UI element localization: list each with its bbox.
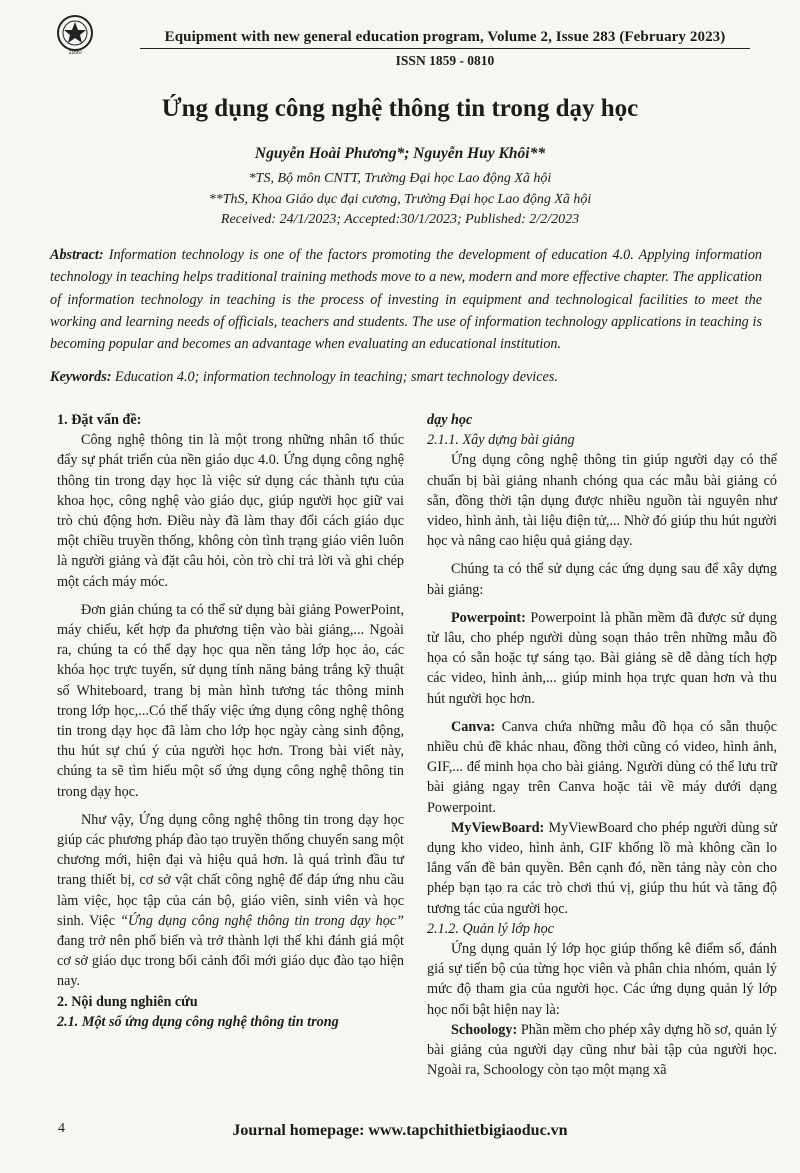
paragraph-text: đang trở nên phổ biến và trở thành lợi thế khi đánh giá một cơ sở giáo dục trong bối cảnh đổi mới giáo dục đào tạo hiện nay.: [57, 933, 404, 990]
header-divider: [140, 48, 750, 49]
schoology-paragraph: [427, 1020, 777, 1081]
issn: ISSN 1859 - 0810: [395, 53, 495, 68]
abstract: [50, 244, 762, 355]
page-number: 4: [58, 1121, 65, 1136]
section-2-heading: 2. Nội dung nghiên cứu: [57, 993, 198, 1010]
affiliation-2: **ThS, Khoa Giáo dục đại cương, Trường Đại học Lao động Xã hội: [208, 192, 592, 207]
paragraph: Chúng ta có thể sử dụng các ứng dụng sau để xây dựng bài giảng:: [427, 561, 777, 598]
journal-header: Equipment with new general education program, Volume 2, Issue 283 (February 2023): [164, 29, 726, 45]
canva-text: Canva chứa những mẫu đồ họa có sẵn thuộc nhiều chủ đề khác nhau, đồng thời cũng có video, hình ảnh, GIF,... để minh họa cho bài giảng. Người dùng có thể lưu trữ bài giảng ngay trên Canva hoặc tải về máy dưới dạng Powerpoint.: [427, 718, 777, 816]
journal-homepage: Journal homepage: www.tapchithietbigiaoduc.vn: [232, 1122, 568, 1139]
paragraph: Ứng dụng quản lý lớp học giúp thống kê điểm số, đánh giá sự tiến bộ của từng học viên và phân chia nhóm, quản lý mức độ tham gia của người học. Các ứng dụng quản lý lớp học nổi bật hiện nay là:: [427, 941, 777, 1018]
quoted-phrase: “Ứng dụng công nghệ thông tin trong dạy học”: [120, 912, 404, 929]
section-2-1-heading-cont: dạy học: [427, 412, 473, 428]
paragraph: Ứng dụng công nghệ thông tin giúp người dạy có thể chuẩn bị bài giảng nhanh chóng qua các mẫu bài giảng có sẵn, đồng thời tận dụng được nhiều nguồn tài nguyên như video, hình ảnh, tài liệu điện tử,... Nhờ đó giúp thu hút người học và nâng cao hiệu quả giảng dạy.: [427, 452, 777, 550]
myviewboard-label: MyViewBoard:: [451, 819, 545, 836]
journal-logo-icon: [56, 14, 94, 56]
left-column: [57, 410, 404, 1032]
article-title: Ứng dụng công nghệ thông tin trong dạy học: [161, 95, 639, 122]
powerpoint-paragraph: [427, 608, 777, 709]
powerpoint-text: Powerpoint là phần mềm đã được sử dụng từ lâu, cho phép người dùng soạn thảo trên những mẫu đồ họa có sẵn hoặc tự sáng tạo. Bài giảng sẽ dễ dàng tích hợp các video, hình ảnh,... giúp minh họa trực quan hơn và thu hút người học hơn.: [427, 609, 777, 707]
powerpoint-label: Powerpoint:: [451, 609, 526, 626]
paragraph: Công nghệ thông tin là một trong những nhân tố thúc đẩy sự phát triển của nền giáo dục 4.0. Ứng dụng công nghệ thông tin trong dạy học là việc sử dụng các thành tựu của khoa học, công nghệ vào giáo dục, giúp người học giữ vai trò chủ động hơn. Điều này đã làm thay đổi cách giáo dục một chiều truyền thống, không còn tình trạng giáo viên luôn là người giảng và đặt câu hỏi, còn trò chỉ trả lời và ghi chép một cách máy móc.: [57, 432, 404, 590]
affiliation-1: *TS, Bộ môn CNTT, Trường Đại học Lao động Xã hội: [248, 171, 552, 186]
keywords: [50, 369, 762, 386]
abstract-label: Abstract:: [50, 247, 104, 263]
section-2-1-heading: 2.1. Một số ứng dụng công nghệ thông tin trong: [57, 1013, 339, 1030]
paragraph-text: Như vậy, Ứng dụng công nghệ thông tin trong dạy học giúp các phương pháp đào tạo truyền thống chuyển sang một chương mới, hiện đại và hiệu quả hơn. là quá trình đầu tư trang thiết bị, cơ sở vật chất công nghệ để đáp ứng nhu cầu làm việc, học tập của cán bộ, giáo viên, sinh viên và học sinh. Việc: [57, 811, 404, 929]
myviewboard-paragraph: [427, 818, 777, 919]
canva-paragraph: [427, 717, 777, 818]
paragraph: [57, 810, 404, 992]
canva-label: Canva:: [451, 718, 496, 735]
paragraph: Đơn giản chúng ta có thể sử dụng bài giảng PowerPoint, máy chiếu, kết hợp đa phương tiện vào bài giảng,... Ngoài ra, chúng ta có thể dạy học qua nền tảng lớp học ảo, các khóa học trực tuyến, sử dụng tính năng bảng trắng kỹ thuật số Whiteboard, trang bị màn hình tương tác thông minh trong lớp học,...Có thể thấy việc ứng dụng công nghệ thông tin trong dạy học đã làm cho lớp học ngày càng sinh động, thu hút sự chú ý của người học hơn. Trong bài viết này, chúng ta sẽ tìm hiểu một số ứng dụng công nghệ thông tin trong dạy học.: [57, 601, 404, 800]
section-2-1-2-heading: 2.1.2. Quản lý lớp học: [427, 920, 554, 937]
logo-year: 1990: [68, 50, 82, 56]
abstract-text: Information technology is one of the factors promoting the development of education 4.0. Applying information technology in teaching helps traditional training methods move to a new, modern and more effective chapter. The application of information technology in teaching is the process of investing in equipment and technological facilities to meet the working and learning needs of officials, teachers and students. The use of information technology applications in teaching is becoming popular and becomes an advantage when evaluating an educational institution.: [50, 247, 763, 353]
section-2-1-1-heading: 2.1.1. Xây dựng bài giảng: [427, 432, 575, 449]
keywords-label: Keywords:: [50, 369, 112, 385]
authors: Nguyễn Hoài Phương*; Nguyễn Huy Khôi**: [254, 145, 546, 162]
schoology-text: Phần mềm cho phép xây dựng hồ sơ, quản lý bài giảng của người dạy cũng như bài tập của người học. Ngoài ra, Schoology còn tạo một mạng xã: [427, 1021, 777, 1079]
publication-dates: Received: 24/1/2023; Accepted:30/1/2023; Published: 2/2/2023: [220, 212, 580, 227]
schoology-label: Schoology:: [451, 1021, 518, 1038]
right-column: [427, 410, 777, 1081]
section-1-heading: 1. Đặt vấn đề:: [57, 412, 142, 428]
myviewboard-text: MyViewBoard cho phép người dùng sử dụng kho video, hình ảnh, GIF khổng lồ mà không cần lo lắng vấn đề bản quyền. Bên cạnh đó, nền tảng này còn cho phép bạn tạo ra các trò chơi thú vị, giúp thu hút và tăng độ tương tác của người học.: [427, 819, 777, 917]
keywords-text: Education 4.0; information technology in teaching; smart technology devices.: [115, 369, 558, 385]
